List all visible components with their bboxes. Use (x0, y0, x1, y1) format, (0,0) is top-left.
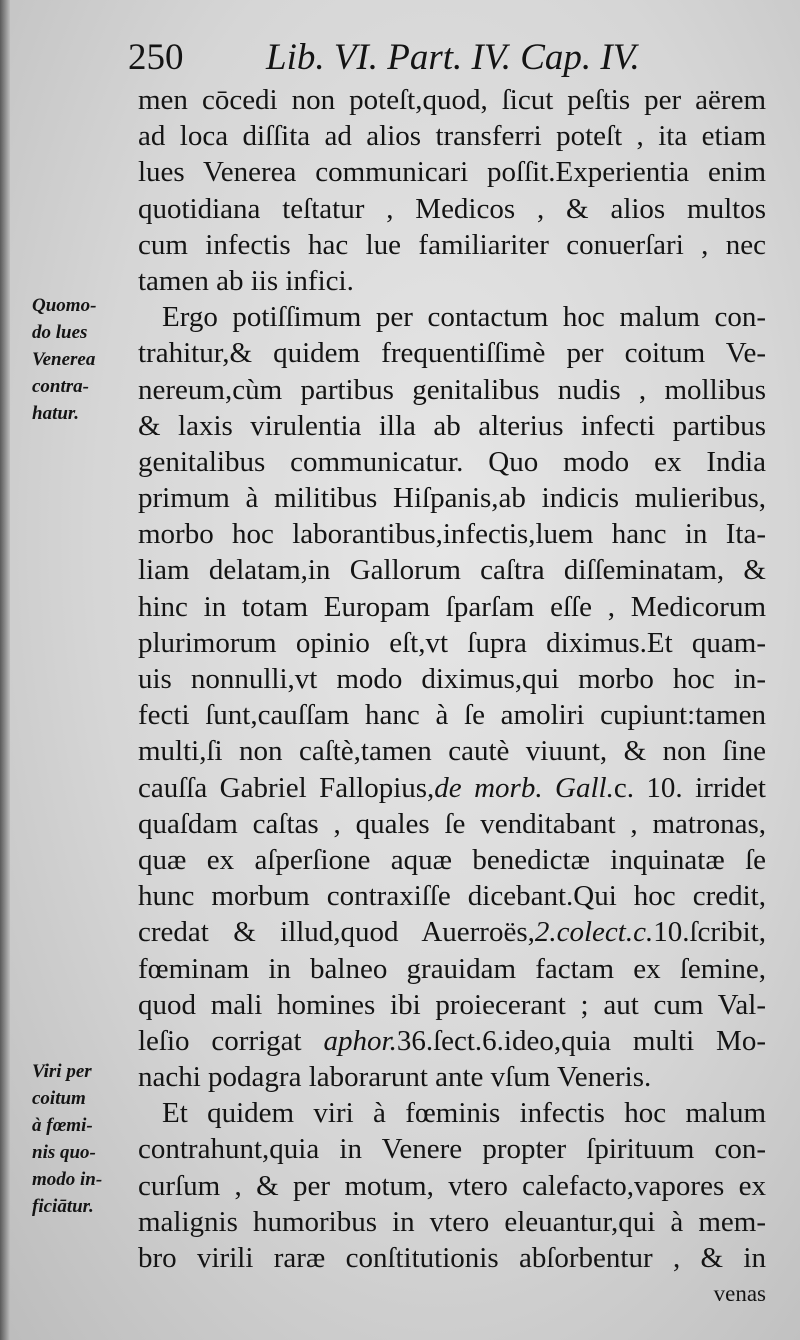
text-line: quaſdam caſtas , quales ſe venditabant , matronas, (138, 807, 766, 840)
text-line: nachi podagra laborarunt ante vſum Veneris. (138, 1061, 652, 1094)
text-line: men cōcedi non poteſt,quod, ſicut peſtis per aërem (138, 84, 766, 116)
margin-note-line: Quomo- (32, 295, 97, 316)
text-line: & laxis virulentia illa ab alterius infecti partibus (138, 409, 766, 442)
page-number: 250 (128, 37, 184, 78)
text-line: fecti ſunt,cauſſam hanc à ſe amoliri cupiunt:tamen (138, 699, 766, 732)
citation-averroes: 2.colect.c. (534, 916, 654, 949)
text-line: hunc morbum contraxiſſe dicebant.Qui hoc credit, (138, 880, 766, 913)
text-line: fœminam in balneo grauidam factam ex ſemine, (138, 952, 766, 985)
margin-note-line: ficiātur. (32, 1196, 94, 1217)
text-fragment: c. 10. irridet (613, 771, 766, 804)
body-text (138, 82, 766, 1312)
text-line: quotidiana teſtatur , Medicos , & alios multos (138, 192, 766, 225)
margin-note-line: Viri per (32, 1061, 92, 1082)
text-line: bro virili raræ conſtitutionis abſorbentur , & in (138, 1242, 766, 1274)
margin-note-line: hatur. (32, 403, 80, 424)
text-fragment: cauſſa Gabriel Fallopius, (138, 771, 435, 804)
margin-note-line: do lues (32, 322, 88, 343)
text-line: contrahunt,quia in Venere propter ſpirituum con- (138, 1133, 766, 1166)
citation-fallopius: de morb. Gall. (434, 771, 614, 804)
text-line: plurimorum opinio eſt,vt ſupra diximus.Et quam- (138, 626, 766, 659)
margin-note-line: Venerea (32, 349, 96, 370)
text-line: trahitur,& quidem frequentiſſimè per coitum Ve- (138, 337, 766, 370)
margin-note-men-infected (32, 1058, 126, 1220)
text-line: curſum , & per motum, vtero calefacto,vapores ex (138, 1169, 766, 1202)
page-gutter-shadow (0, 0, 10, 1340)
text-line: Et quidem viri à fœminis infectis hoc malum (162, 1097, 766, 1130)
text-line: Ergo potiſſimum per contactum hoc malum con- (162, 301, 766, 334)
text-line: quæ ex aſperſione aquæ benedictæ inquinatæ ſe (138, 843, 766, 876)
text-line (138, 1023, 766, 1059)
text-fragment: 36.ſect.6.ideo,quia multi Mo- (396, 1024, 766, 1057)
text-line: multi,ſi non caſtè,tamen cautè viuunt, & non ſine (138, 735, 766, 768)
text-line: morbo hoc laborantibus,infectis,luem hanc in Ita- (138, 518, 766, 551)
margin-note-line: à fœmi- (32, 1115, 93, 1136)
text-line: nereum,cùm partibus genitalibus nudis , mollibus (138, 373, 766, 406)
margin-note-line: contra- (32, 376, 89, 397)
text-fragment: 10.ſcribit, (653, 916, 766, 949)
text-line: malignis humoribus in vtero eleuantur,qui à mem- (138, 1205, 766, 1238)
text-line: primum à militibus Hiſpanis,ab indicis mulieribus, (138, 482, 766, 515)
text-line: ad loca diſſita ad alios transferri poteſt , ita etiam (138, 120, 766, 153)
text-line: hinc in totam Europam ſparſam eſſe , Medicorum (138, 590, 766, 623)
text-fragment: leſio corrigat (138, 1024, 302, 1057)
text-fragment: credat & illud,quod Auerroës, (138, 916, 535, 949)
citation-aphorism: aphor. (323, 1024, 397, 1057)
running-title: Lib. VI. Part. IV. Cap. IV. (266, 37, 640, 78)
running-header (128, 36, 778, 82)
margin-note-line: nis quo- (32, 1142, 96, 1163)
text-line: genitalibus communicatur. Quo modo ex India (138, 445, 766, 478)
text-line (138, 914, 766, 950)
margin-note-line: modo in- (32, 1169, 103, 1190)
text-line (138, 770, 766, 806)
margin-note-line: coitum (32, 1088, 86, 1109)
text-line: liam delatam,in Gallorum caſtra diſſeminatam, & (138, 554, 766, 587)
catchword: venas (713, 1281, 766, 1307)
text-line: cum infectis hac lue familiariter conuerſari , nec (138, 228, 766, 261)
text-line: uis nonnulli,vt modo diximus,qui morbo hoc in- (138, 663, 766, 695)
margin-note-contagion (32, 292, 126, 427)
text-line: lues Venerea communicari poſſit.Experientia enim (138, 156, 766, 189)
text-line: quod mali homines ibi proiecerant ; aut cum Val- (138, 988, 766, 1021)
text-line: tamen ab iis infici. (138, 264, 354, 297)
